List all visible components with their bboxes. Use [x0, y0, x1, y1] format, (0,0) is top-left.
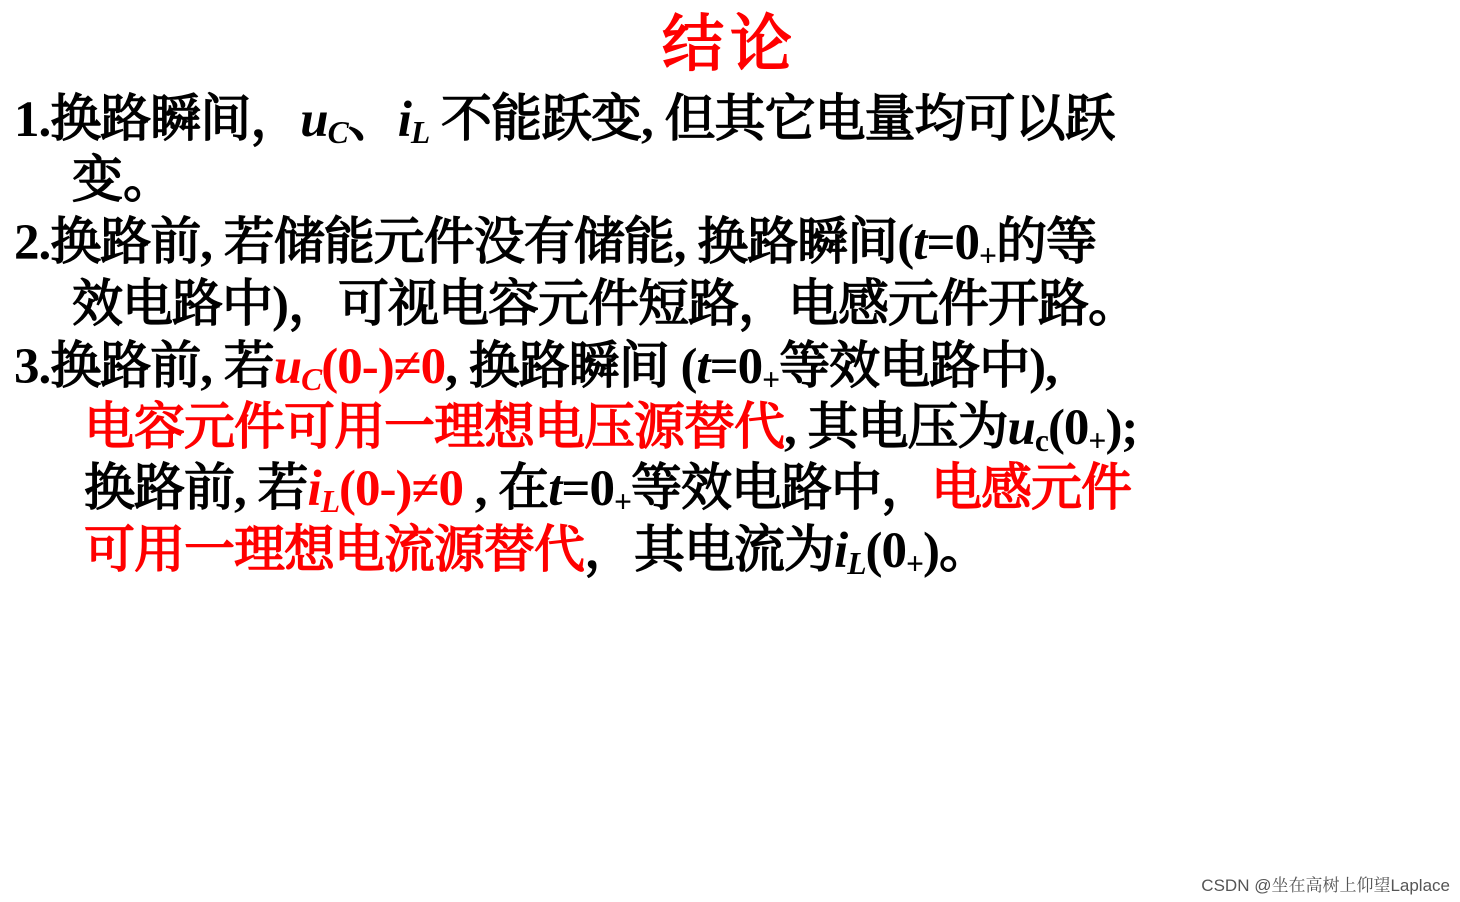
- item-number: 3.: [14, 338, 51, 395]
- list-item: [14, 213, 1438, 334]
- variable-t: t: [913, 215, 927, 272]
- list-item: [14, 90, 1438, 211]
- text-run: 效电路中)，可视电容元件短路，电感元件开路。: [72, 276, 1138, 333]
- text-line: [14, 459, 1438, 520]
- variable-u: u: [1007, 400, 1035, 457]
- text-run: 换路瞬间，: [50, 92, 301, 148]
- variable-i: i: [834, 522, 848, 579]
- text-line: [14, 398, 1438, 459]
- text-run: (0-)≠0: [321, 338, 446, 395]
- item-number: 1.: [14, 92, 51, 148]
- text-run: 不能跃变: [429, 92, 641, 148]
- subscript-plus: +: [906, 545, 924, 581]
- item-number: 2.: [14, 215, 51, 272]
- variable-u: u: [300, 92, 328, 148]
- text-run: 变。: [72, 153, 175, 210]
- text-run: , 若储能元件没有储能: [200, 215, 674, 272]
- variable-t: t: [696, 338, 710, 395]
- text-run: )。: [923, 522, 989, 579]
- page-title: 结论: [661, 11, 798, 79]
- text-run: 换路前: [50, 215, 201, 272]
- subscript-plus: +: [762, 361, 780, 397]
- variable-i: i: [397, 92, 411, 148]
- text-run: 的等: [996, 215, 1097, 272]
- subscript-plus: +: [613, 484, 631, 520]
- text-run: (0: [865, 522, 906, 579]
- subscript-l: L: [847, 545, 866, 581]
- text-line: [14, 521, 1438, 582]
- text-run: ，其电流为: [584, 522, 835, 579]
- text-line: [14, 213, 1438, 274]
- text-line: [14, 275, 1438, 335]
- subscript-plus: +: [979, 238, 997, 274]
- text-run: 换路前, 若: [50, 338, 274, 395]
- text-run: (0-)≠0: [339, 461, 463, 518]
- variable-i: i: [307, 461, 321, 518]
- list-item: [14, 337, 1438, 582]
- text-run: 等效电路中，: [630, 461, 931, 518]
- text-line: [14, 151, 1438, 211]
- text-run: , 换路瞬间(: [673, 215, 914, 272]
- watermark-credit: CSDN @坐在高树上仰望Laplace: [1201, 876, 1450, 895]
- text-run: , 在: [462, 461, 549, 518]
- text-line: [14, 90, 1438, 151]
- text-run: (0: [1047, 400, 1089, 457]
- subscript-c: C: [301, 361, 322, 397]
- subscript-c: C: [327, 114, 348, 150]
- text-run: 等效电路中),: [779, 338, 1057, 395]
- text-run: 、: [347, 92, 398, 148]
- subscript-l: L: [410, 114, 430, 150]
- text-run: =0: [709, 338, 763, 395]
- slide-body: [0, 76, 1460, 582]
- text-run: =0: [561, 461, 614, 518]
- text-run: 电感元件: [930, 461, 1131, 518]
- text-run: =0: [926, 215, 979, 272]
- variable-t: t: [548, 461, 562, 518]
- text-run: , 换路瞬间 (: [445, 338, 697, 395]
- text-run: );: [1105, 400, 1138, 457]
- text-line: [14, 337, 1438, 398]
- variable-u: u: [273, 338, 302, 395]
- text-run: 可用一理想电流源替代: [84, 522, 585, 579]
- subscript-l: L: [320, 484, 339, 520]
- subscript-plus: +: [1088, 423, 1106, 459]
- subscript-c: c: [1034, 423, 1048, 459]
- text-run: 电容元件可用一理想电压源替代: [84, 400, 785, 457]
- text-run: 换路前, 若: [84, 461, 308, 518]
- text-run: , 但其它电量均可以跃: [641, 92, 1115, 148]
- text-run: , 其电压为: [784, 400, 1008, 457]
